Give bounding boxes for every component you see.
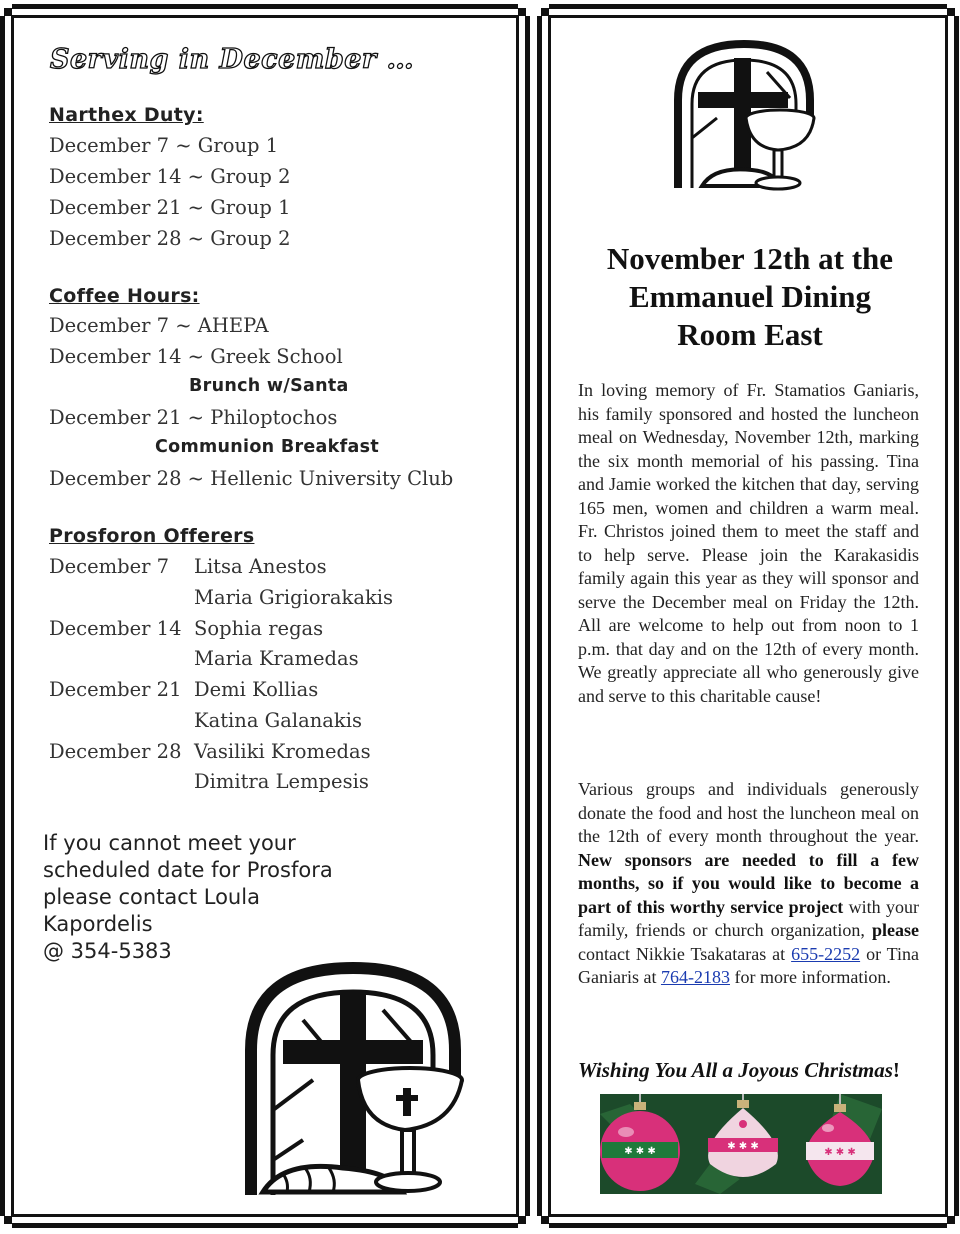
- christmas-greeting: [578, 1058, 900, 1083]
- phone-link-tina[interactable]: 764-2183: [660, 967, 730, 987]
- svg-text:✱ ✱ ✱: ✱ ✱ ✱: [824, 1147, 856, 1158]
- para-text: for more information.: [734, 967, 891, 987]
- headline-line: Room East: [677, 317, 823, 352]
- church-window-chalice-icon: [672, 38, 822, 198]
- narthex-line: December 7 ~ Group 1: [49, 134, 279, 157]
- corner-ornament: [0, 1216, 12, 1230]
- page-title: Serving in December …: [50, 44, 415, 75]
- coffee-subtitle: Brunch w/Santa: [189, 376, 349, 396]
- para-text: or Tina Ganiaris at: [578, 943, 920, 987]
- note-line: please contact Loula: [43, 885, 260, 909]
- prosforon-date: December 14: [49, 617, 182, 640]
- corner-ornament: [535, 1216, 549, 1230]
- corner-ornament: [947, 2, 960, 16]
- greeting-punctuation: !: [892, 1058, 900, 1082]
- prosforon-name: Vasiliki Kromedas: [194, 740, 371, 763]
- coffee-line: December 7 ~ AHEPA: [49, 314, 269, 337]
- note-line: Kapordelis: [43, 912, 153, 936]
- prosforon-heading: Prosforon Offerers: [49, 525, 255, 547]
- para-text: Various groups and individuals generously donate the food and host the luncheon meal on the 12th of every month throughout the year.: [578, 779, 919, 846]
- headline-line: November 12th at the: [606, 241, 894, 276]
- corner-ornament: [0, 2, 12, 16]
- prosforon-name: Dimitra Lempesis: [194, 770, 369, 793]
- note-line: If you cannot meet your: [43, 831, 296, 855]
- prosforon-name: Katina Galanakis: [194, 709, 362, 732]
- prosforon-date: December 7: [49, 555, 170, 578]
- church-window-chalice-icon: [243, 960, 475, 1202]
- corner-ornament: [535, 2, 549, 16]
- sponsors-paragraph: [578, 778, 919, 990]
- coffee-line: December 14 ~ Greek School: [49, 345, 343, 368]
- para-bold-text: New sponsors are needed to fill a few months, so if you would like to become a part of this worthy service project: [578, 849, 919, 917]
- coffee-line: December 21 ~ Philoptochos: [49, 406, 338, 429]
- prosforon-name: Sophia regas: [194, 617, 324, 640]
- svg-text:✱ ✱ ✱: ✱ ✱ ✱: [624, 1146, 656, 1157]
- note-line: @ 354-5383: [43, 939, 172, 963]
- note-line: scheduled date for Prosfora: [43, 858, 333, 882]
- narthex-line: December 28 ~ Group 2: [49, 227, 291, 250]
- phone-link-nikkie[interactable]: 655-2252: [791, 943, 861, 964]
- corner-ornament: [947, 1216, 960, 1230]
- prosforon-date: December 28: [49, 740, 182, 763]
- coffee-subtitle: Communion Breakfast: [155, 437, 380, 457]
- corner-ornament: [518, 1216, 532, 1230]
- prosfora-contact-note: [43, 830, 363, 965]
- corner-ornament: [518, 2, 532, 16]
- prosforon-date: December 21: [49, 678, 182, 701]
- dining-room-headline: [570, 240, 930, 354]
- narthex-line: December 21 ~ Group 1: [49, 196, 291, 219]
- para-text: contact Nikkie Tsakataras at: [578, 943, 786, 964]
- christmas-ornaments-image: [600, 1094, 882, 1194]
- headline-line: Emmanuel Dining: [628, 279, 872, 314]
- prosforon-name: Demi Kollias: [194, 678, 319, 701]
- greeting-text: Wishing You All a Joyous Christmas: [578, 1058, 893, 1082]
- prosforon-name: Maria Kramedas: [194, 647, 359, 670]
- para-text: with your family, friends or church organization,: [578, 896, 919, 940]
- svg-text:✱ ✱ ✱: ✱ ✱ ✱: [727, 1141, 759, 1152]
- narthex-heading: Narthex Duty:: [49, 104, 204, 126]
- para-bold-text: please: [872, 920, 919, 940]
- prosforon-name: Maria Grigiorakakis: [194, 586, 394, 609]
- prosforon-name: Litsa Anestos: [194, 555, 327, 578]
- narthex-line: December 14 ~ Group 2: [49, 165, 291, 188]
- memorial-paragraph: In loving memory of Fr. Stamatios Ganiaris, his family sponsored and hosted the luncheon meal on Wednesday, November 12th, marking the six month memorial of his passing. Tina and Jamie worked the kitchen that day, serving 165 men, women and children a warm meal. Fr. Christos joined them to meet the staff and to help serve. Please join the Karakasidis family again this year as they will sponsor and serve the December meal on Friday the 12th. All are welcome to help out from noon to 1 p.m. that day and on the 12th of every month. We greatly appreciate all who generously give and serve to this charitable cause!: [578, 380, 919, 706]
- coffee-line: December 28 ~ Hellenic University Club: [49, 467, 454, 490]
- coffee-heading: Coffee Hours:: [49, 285, 200, 307]
